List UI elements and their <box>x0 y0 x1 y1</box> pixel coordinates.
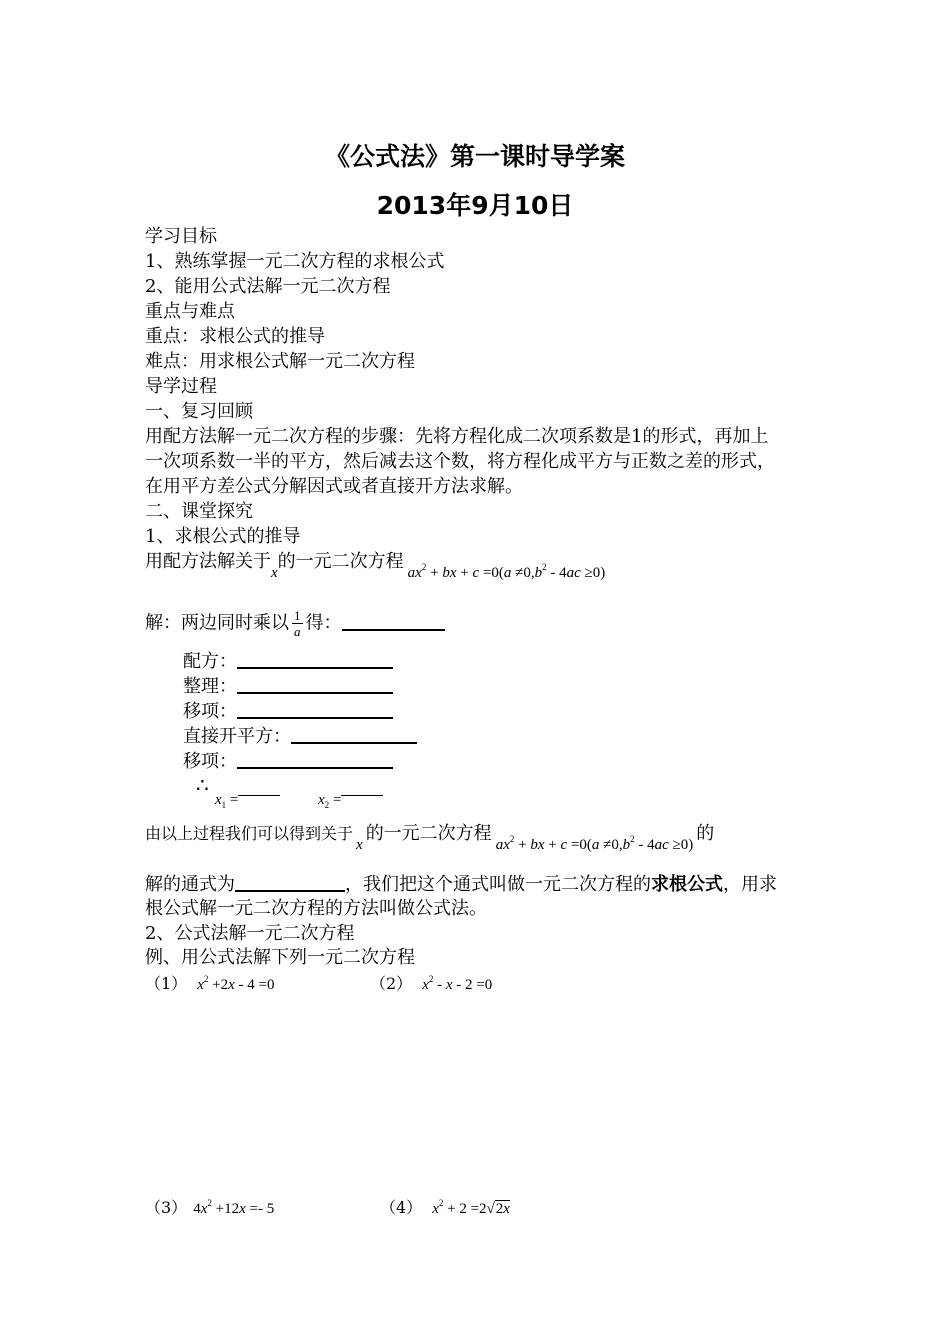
answer-blank[interactable] <box>237 674 393 694</box>
focus-key: 重点：求根公式的推导 <box>145 326 325 347</box>
document-title: 《公式法》第一课时导学案 <box>324 142 625 171</box>
general-formula-definition: 根公式解一元二次方程的方法叫做公式法。 <box>145 898 487 919</box>
example-label: （2） <box>370 974 413 993</box>
quadratic-formula-term: 求根公式 <box>651 874 723 895</box>
answer-blank[interactable] <box>341 785 383 796</box>
step-label: 直接开平方： <box>183 726 291 747</box>
step-label: 整理： <box>183 676 237 697</box>
review-text: 用配方法解一元二次方程的步骤：先将方程化成二次项系数是1的形式，再加上 <box>145 426 769 447</box>
example-label: （3） <box>145 1198 188 1217</box>
example-3 <box>145 1196 274 1221</box>
root-x1: $x_1$ = <box>215 785 280 812</box>
review-text: 在用平方差公式分解因式或者直接开方法求解。 <box>145 476 523 497</box>
answer-blank[interactable] <box>237 699 393 719</box>
step-move-terms <box>183 749 393 774</box>
conclusion-prefix: 由以上过程我们可以得到关于 <box>145 824 354 843</box>
derive-statement <box>145 550 606 581</box>
review-heading: 一、复习回顾 <box>145 401 253 422</box>
answer-blank[interactable] <box>238 785 280 796</box>
example-equation: $4x^2 +12x =- 5$ <box>193 1198 275 1217</box>
derive-prefix: 用配方法解关于 <box>145 551 271 572</box>
focus-heading: 重点与难点 <box>145 301 235 322</box>
answer-blank[interactable] <box>237 749 393 769</box>
example-4 <box>380 1196 510 1221</box>
process-heading: 导学过程 <box>145 376 217 397</box>
fraction-one-over-a <box>292 608 303 639</box>
example-heading: 例、用公式法解下列一元二次方程 <box>145 947 415 968</box>
focus-difficulty: 难点：用求根公式解一元二次方程 <box>145 351 415 372</box>
conclusion-mid: 的一元二次方程 <box>365 823 492 844</box>
document-date: 2013年9月10日 <box>376 191 574 220</box>
objective-item: 1、熟练掌握一元二次方程的求根公式 <box>145 251 445 272</box>
step-label: 配方： <box>183 651 237 672</box>
review-text: 一次项系数一半的平方，然后减去这个数，将方程化成平方与正数之差的形式， <box>145 451 775 472</box>
derive-suffix: 的一元二次方程 <box>277 551 404 572</box>
answer-blank[interactable] <box>291 724 417 744</box>
objectives-heading: 学习目标 <box>145 226 217 247</box>
derive-heading: 1、求根公式的推导 <box>145 526 301 547</box>
answer-blank[interactable] <box>342 611 445 631</box>
example-1 <box>145 972 274 997</box>
example-equation: $x^2 +2x - 4 =0$ <box>197 974 275 993</box>
explore-heading: 二、课堂探究 <box>145 501 253 522</box>
variable-x: x <box>271 565 278 581</box>
step-complete-square <box>183 649 393 674</box>
quadratic-equation: $ax^2$ + bx + $c =0(a \ne 0,b^2 - 4ac \ge 0)$ <box>495 834 694 853</box>
conclusion-statement <box>145 822 715 853</box>
apply-heading: 2、公式法解一元二次方程 <box>145 923 355 944</box>
objective-item: 2、能用公式法解一元二次方程 <box>145 276 391 297</box>
root-x2: $x_2$ = <box>318 785 383 812</box>
step-square-root <box>183 724 417 749</box>
solve-prefix: 解：两边同时乘以 <box>145 612 289 634</box>
step-organize <box>183 674 393 699</box>
step-move-terms <box>183 699 393 724</box>
general-prefix: 解的通式为 <box>145 874 235 895</box>
solve-step-multiply <box>145 608 445 639</box>
step-label: 移项： <box>183 701 237 722</box>
general-formula-statement <box>145 872 777 897</box>
conclusion-end: 的 <box>696 823 715 844</box>
example-equation: $x^2 - x - 2 =0$ <box>422 974 493 993</box>
solve-suffix: 得： <box>305 612 342 634</box>
fraction-numerator: 1 <box>294 608 301 623</box>
step-label: 移项： <box>183 751 237 772</box>
general-mid: ，我们把这个通式叫做一元二次方程的 <box>345 874 651 895</box>
variable-x: x <box>356 837 363 853</box>
example-label: （1） <box>145 974 188 993</box>
fraction-denominator: a <box>294 624 301 639</box>
example-equation: $x^2 + 2 =2√2x$ <box>432 1198 510 1217</box>
general-suffix: ，用求 <box>723 874 777 895</box>
quadratic-equation: ax2 + bx + c =0(a ≠0,b2 - 4ac ≥0) <box>407 562 606 581</box>
example-2 <box>370 972 492 997</box>
example-label: （4） <box>380 1198 423 1217</box>
answer-blank[interactable] <box>237 649 393 669</box>
answer-blank[interactable] <box>235 872 345 892</box>
therefore-symbol: ∴ <box>196 773 209 797</box>
